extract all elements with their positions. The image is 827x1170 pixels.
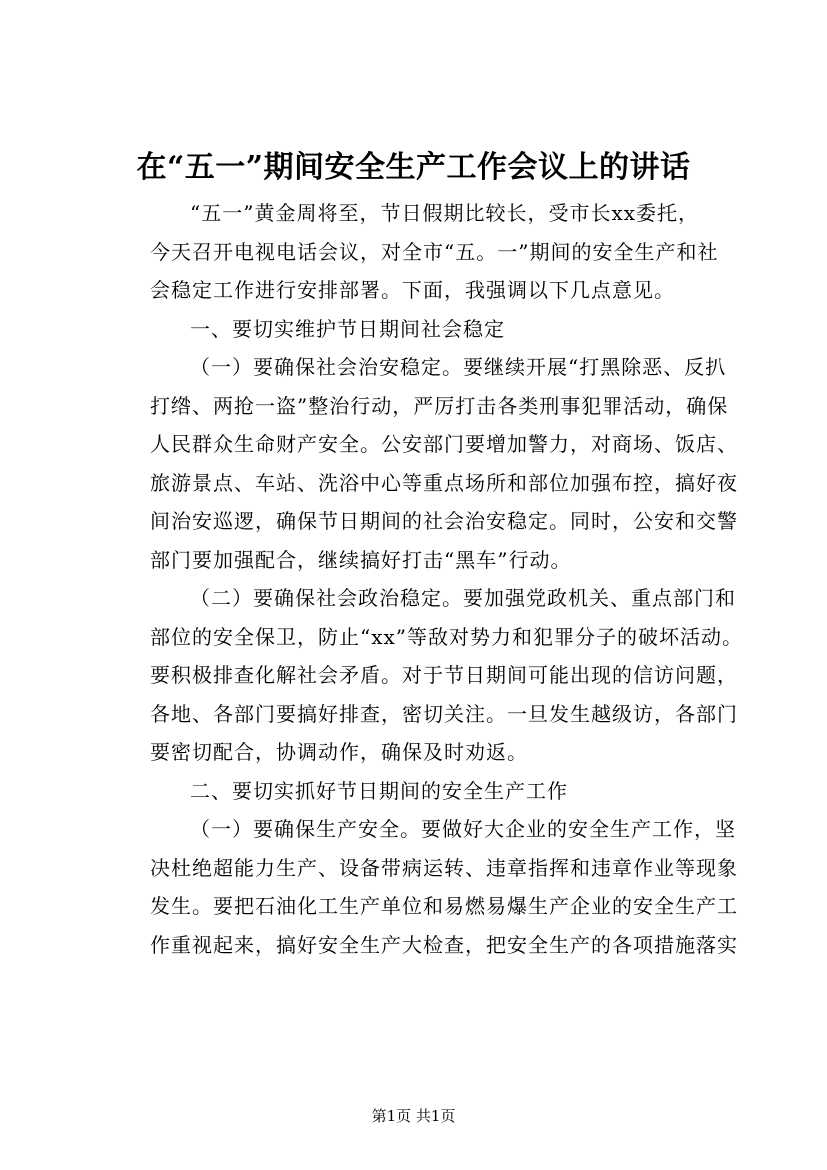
text-line: （二）要确保社会政治稳定。要加强党政机关、重点部门和	[190, 586, 736, 610]
paragraph	[110, 348, 738, 579]
text-line: 要积极排查化解社会矛盾。对于节日期间可能出现的信访问题，	[150, 663, 738, 687]
text-line: （一）要确保生产安全。要做好大企业的安全生产工作，坚	[190, 817, 736, 841]
document-body	[110, 194, 744, 964]
text-line: 二、要切实抓好节日期间的安全生产工作	[190, 778, 568, 803]
text-line: “五一”黄金周将至，节日假期比较长，受市长xx委托，	[190, 201, 700, 225]
text-line: 作重视起来，搞好安全生产大检查，把安全生产的各项措施落实	[150, 932, 738, 957]
text-line: 发生。要把石油化工生产单位和易燃易爆生产企业的安全生产工	[150, 894, 738, 918]
text-line: 今天召开电视电话会议，对全市“五。一”期间的安全生产和社	[150, 239, 719, 264]
paragraph	[110, 810, 738, 964]
text-line: 旅游景点、车站、洗浴中心等重点场所和部位加强布控，搞好夜	[150, 470, 738, 495]
text-line: 会稳定工作进行安排部署。下面，我强调以下几点意见。	[150, 278, 675, 302]
text-line: 人民群众生命财产安全。公安部门要增加警力，对商场、饭店、	[150, 432, 738, 456]
text-line: （一）要确保社会治安稳定。要继续开展“打黑除恶、反扒	[190, 355, 727, 379]
text-line: 部门要加强配合，继续搞好打击“黑车”行动。	[150, 547, 572, 572]
text-line: 要密切配合，协调动作，确保及时劝返。	[150, 740, 528, 764]
text-line: 部位的安全保卫，防止“xx”等敌对势力和犯罪分子的破坏活动。	[150, 624, 744, 649]
paragraph	[110, 579, 744, 772]
page-footer: 第1页 共1页	[371, 1107, 456, 1125]
text-line: 决杜绝超能力生产、设备带病运转、违章指挥和违章作业等现象	[150, 855, 738, 880]
text-line: 间治安巡逻，确保节日期间的社会治安稳定。同时，公安和交警	[150, 509, 738, 533]
section-heading	[110, 772, 725, 811]
paragraph	[110, 194, 725, 310]
text-line: 各地、各部门要搞好排查，密切关注。一旦发生越级访，各部门	[150, 701, 738, 726]
document-title: 在“五一”期间安全生产工作会议上的讲话	[136, 150, 691, 185]
section-heading	[110, 310, 725, 349]
text-line: 一、要切实维护节日期间社会稳定	[190, 316, 505, 341]
text-line: 打绺、两抢一盗”整治行动，严厉打击各类刑事犯罪活动，确保	[150, 393, 729, 418]
